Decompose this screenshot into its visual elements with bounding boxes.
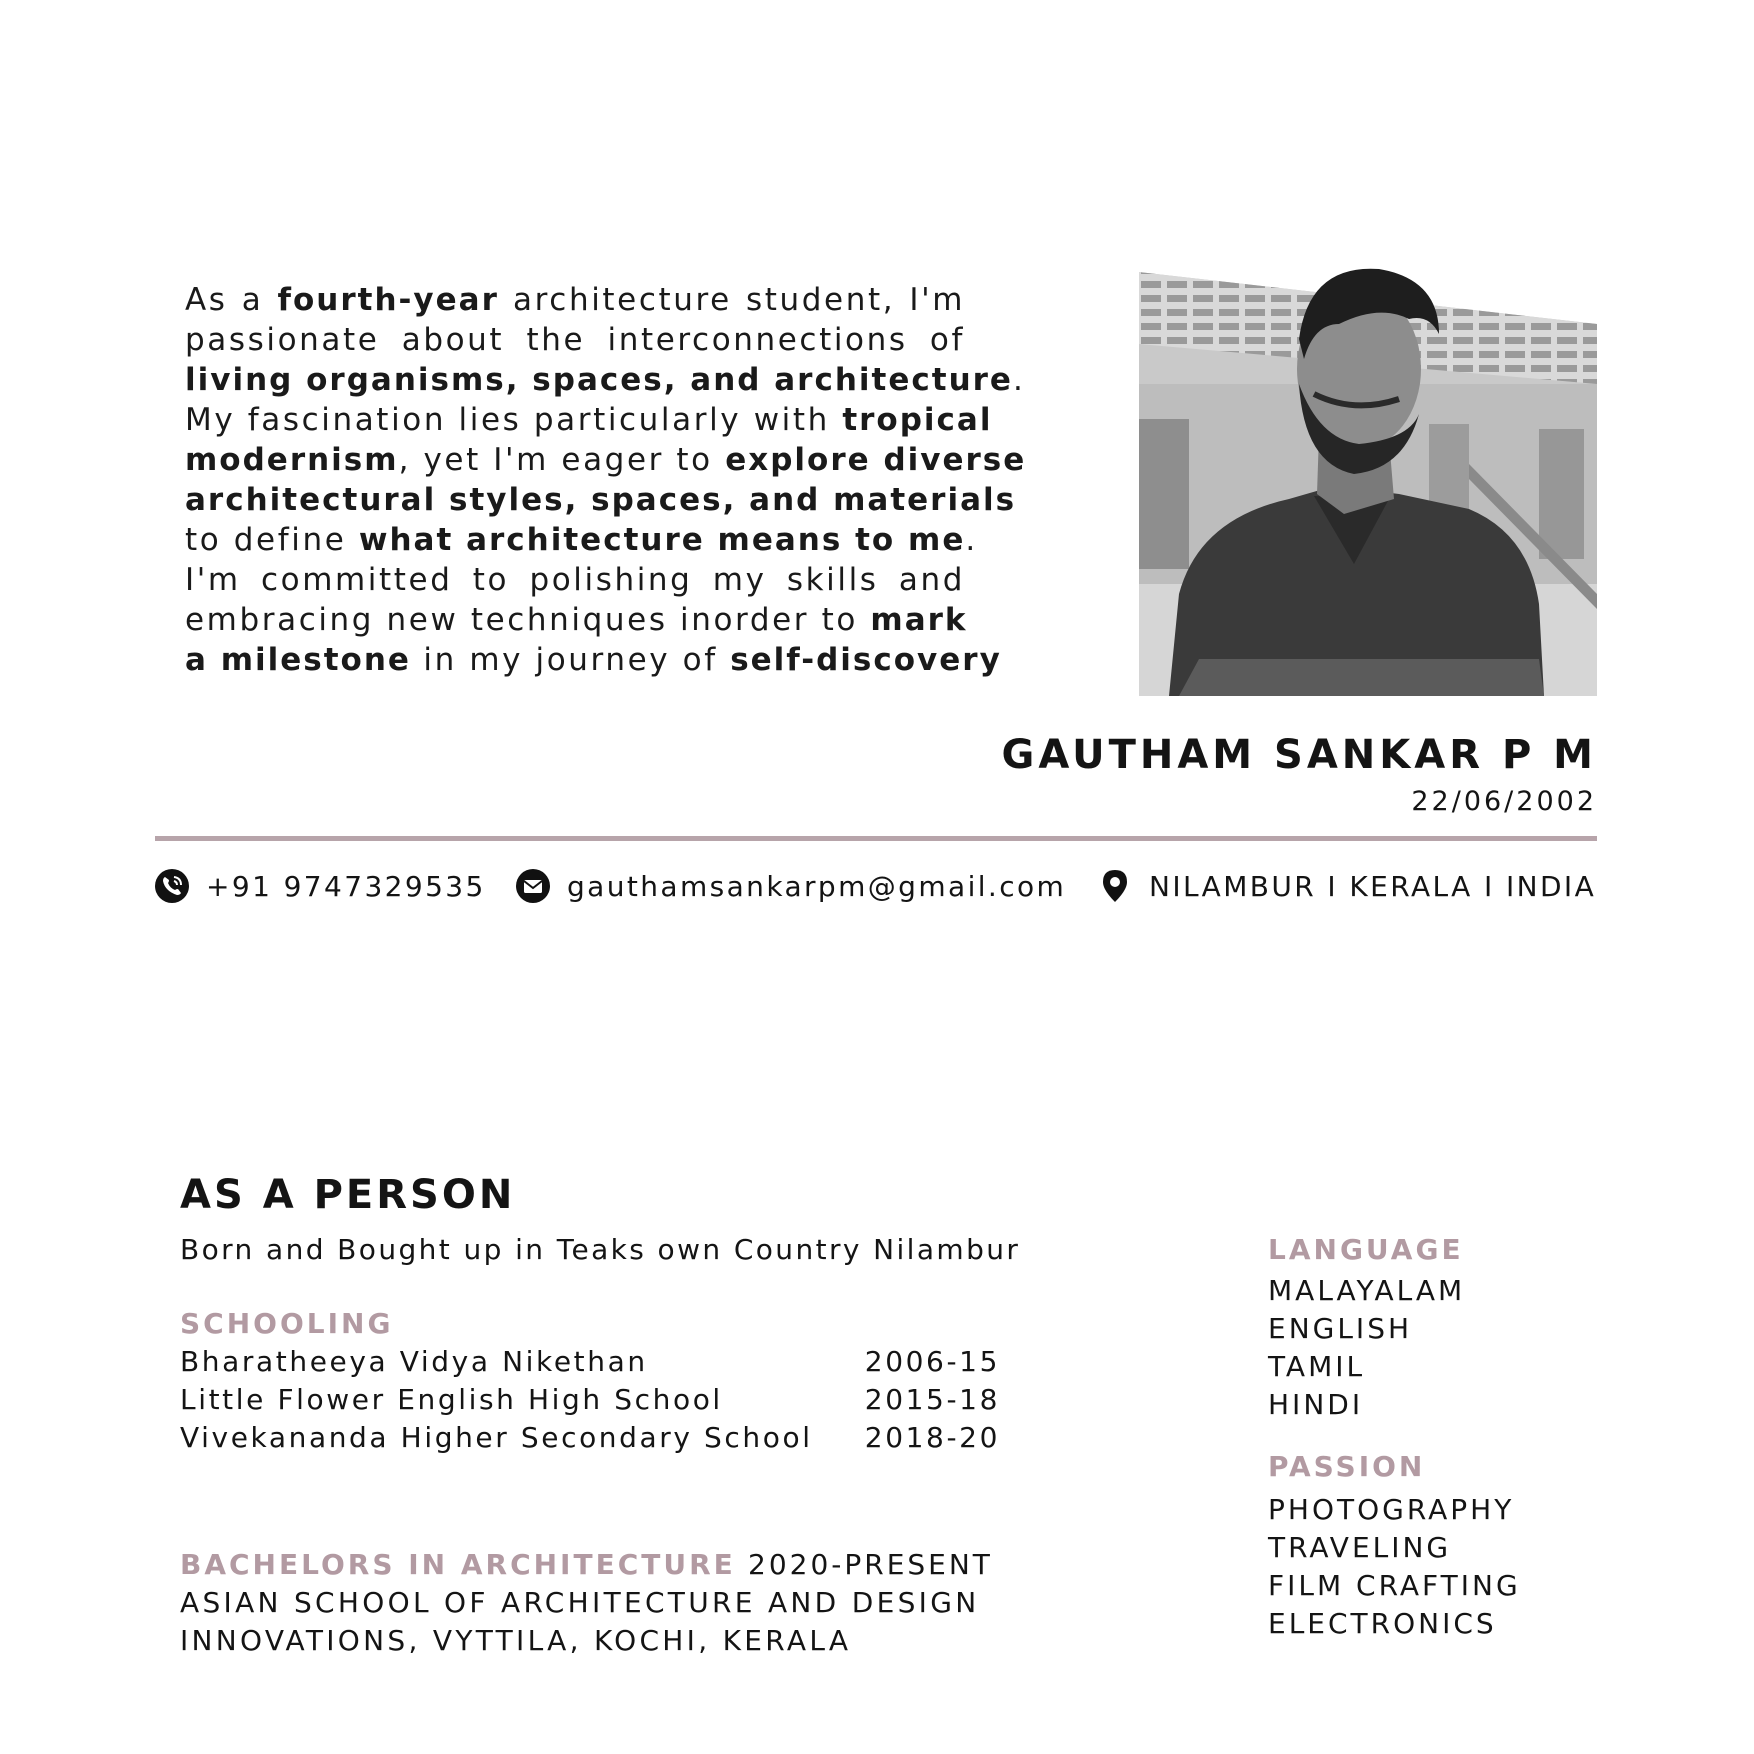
college-name-line1: ASIAN SCHOOL OF ARCHITECTURE AND DESIGN: [180, 1586, 980, 1619]
date-of-birth: 22/06/2002: [1411, 786, 1597, 817]
intro-text: passionate about the interconnections of: [185, 322, 965, 358]
intro-line: [185, 600, 968, 640]
intro-paragraph: [185, 280, 1027, 680]
born-text: Born and Bought up in Teaks own Country Nilambur: [180, 1233, 1021, 1266]
intro-line: [185, 400, 993, 440]
language-item: HINDI: [1268, 1388, 1364, 1421]
intro-emphasis: tropical: [842, 402, 993, 438]
intro-line: [185, 320, 965, 360]
school-row: [180, 1383, 1000, 1416]
portrait-photo: [1139, 264, 1597, 696]
intro-line: [185, 360, 1026, 400]
passion-item: ELECTRONICS: [1268, 1607, 1497, 1640]
intro-text: My fascination lies particularly with: [185, 402, 843, 438]
phone-number: +91 9747329535: [206, 869, 486, 903]
intro-text: I'm committed to polishing my skills and: [185, 562, 965, 598]
intro-line: [185, 480, 1017, 520]
intro-line: [185, 560, 965, 600]
language-item: ENGLISH: [1268, 1312, 1413, 1345]
intro-text: to define: [185, 522, 359, 558]
school-name: Bharatheeya Vidya Nikethan: [180, 1345, 648, 1378]
passion-heading: PASSION: [1268, 1450, 1426, 1483]
bachelors-heading: BACHELORS IN ARCHITECTURE: [180, 1548, 736, 1581]
intro-emphasis: explore diverse: [725, 442, 1027, 478]
school-years: 2018-20: [864, 1421, 1000, 1454]
language-heading: LANGUAGE: [1268, 1233, 1464, 1266]
location-text: NILAMBUR I KERALA I INDIA: [1149, 869, 1597, 903]
contact-location: [1097, 864, 1596, 908]
intro-text: As a: [185, 282, 278, 318]
school-years: 2015-18: [864, 1383, 1000, 1416]
contact-email[interactable]: [515, 864, 1066, 908]
intro-emphasis: architectural styles, spaces, and materials: [185, 482, 1017, 518]
intro-text: in my journey of: [410, 642, 731, 678]
passion-list: [1268, 1491, 1521, 1643]
school-years: 2006-15: [864, 1345, 1000, 1378]
intro-text: architecture student, I'm: [498, 282, 965, 318]
bachelors-years: 2020-PRESENT: [748, 1548, 993, 1581]
email-icon: [515, 868, 551, 904]
passion-item: PHOTOGRAPHY: [1268, 1493, 1515, 1526]
location-pin-icon: [1097, 868, 1133, 904]
intro-emphasis: self-discovery: [730, 642, 1002, 678]
intro-emphasis: what architecture means to me: [358, 522, 966, 558]
intro-emphasis: a milestone: [185, 642, 411, 678]
passion-item: TRAVELING: [1268, 1531, 1452, 1564]
person-name: GAUTHAM SANKAR P M: [1001, 732, 1597, 778]
intro-line: [185, 640, 1002, 680]
intro-text: .: [965, 522, 978, 558]
contact-phone[interactable]: [154, 864, 486, 908]
school-name: Little Flower English High School: [180, 1383, 723, 1416]
school-row: [180, 1345, 1000, 1378]
schooling-heading: SCHOOLING: [180, 1307, 394, 1340]
bachelors-heading-row: [180, 1548, 1000, 1581]
college-name-line2: INNOVATIONS, VYTTILA, KOCHI, KERALA: [180, 1624, 852, 1657]
intro-text: embracing new techniques inorder to: [185, 602, 871, 638]
school-row: [180, 1421, 1000, 1454]
intro-text: , yet I'm eager to: [398, 442, 726, 478]
intro-emphasis: living organisms, spaces, and architecture: [185, 362, 1013, 398]
phone-icon: [154, 868, 190, 904]
intro-line: [185, 280, 965, 320]
intro-line: [185, 520, 978, 560]
school-name: Vivekananda Higher Secondary School: [180, 1421, 813, 1454]
intro-text: .: [1012, 362, 1026, 398]
language-item: TAMIL: [1268, 1350, 1366, 1383]
intro-emphasis: mark: [870, 602, 968, 638]
passion-item: FILM CRAFTING: [1268, 1569, 1521, 1602]
divider: [155, 836, 1597, 841]
intro-emphasis: fourth-year: [277, 282, 499, 318]
email-address: gauthamsankarpm@gmail.com: [567, 869, 1067, 903]
section-heading-person: AS A PERSON: [180, 1172, 516, 1218]
intro-line: [185, 440, 1027, 480]
language-list: [1268, 1272, 1465, 1424]
intro-emphasis: modernism: [185, 442, 399, 478]
language-item: MALAYALAM: [1268, 1274, 1466, 1307]
